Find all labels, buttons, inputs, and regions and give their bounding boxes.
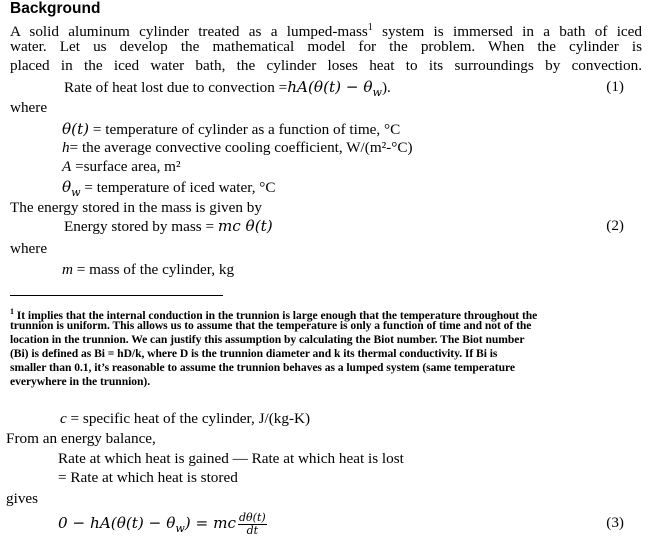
eq2-label: Energy stored by mass =: [64, 218, 218, 235]
energy-intro: The energy stored in the mass is given by: [10, 199, 262, 216]
intro-line-2: water. Let us develop the mathematical model for the problem. When the cylinder is: [10, 38, 642, 55]
symbol-a: A: [62, 158, 72, 175]
definition-h: [62, 139, 413, 157]
definition-a: [62, 158, 181, 176]
definition-text: = specific heat of the cylinder, J/(kg-K): [66, 410, 311, 427]
symbol-c: c: [60, 410, 67, 427]
eq1-tail: ).: [381, 79, 391, 96]
eq3-denominator: dt: [246, 524, 259, 538]
footnote-number: 1: [10, 307, 14, 316]
equation-1: [64, 78, 391, 102]
eq1-label: Rate of heat lost due to convection =: [64, 79, 288, 96]
footnote-line-2: trunnion is uniform. This allows us to assume that the temperature is only a function of time and not of the: [10, 319, 532, 332]
intro-text-a: A solid aluminum cylinder treated as a lumped-mass: [10, 23, 368, 41]
symbol-h: h: [62, 139, 70, 156]
definition-text: =surface area, m²: [71, 158, 181, 175]
definition-text: = temperature of iced water, °C: [80, 179, 276, 196]
equation-2: [64, 217, 273, 236]
where-label-1: where: [10, 99, 48, 116]
footnote-line-4: (Bi) is defined as Bi = hD/k, where D is the trunnion diameter and k its thermal conductivity. If Bi is: [10, 347, 498, 360]
eq3-subscript: w: [175, 522, 185, 536]
footnote-line-6: everywhere in the trunnion).: [10, 375, 151, 388]
equation-3-number: (3): [606, 514, 624, 531]
footnote-line-5: smaller than 0.1, it’s reasonable to assume the trunnion behaves as a lumped system (same temperature: [10, 361, 515, 374]
footnote-separator: [10, 295, 223, 296]
definition-text: = the average convective cooling coefficient, W/(m²-°C): [69, 139, 413, 156]
gives-label: gives: [6, 490, 39, 507]
eq3-lhs: 0 − hA(θ(t) − θ: [58, 514, 176, 532]
eq3-middle: ) = mc: [184, 514, 236, 532]
definition-c: [60, 410, 310, 428]
footnote-text: It implies that the internal conduction in the trunnion is large enough that the temperature throughout the: [13, 308, 538, 322]
balance-line-2: = Rate at which heat is stored: [58, 469, 238, 486]
definition-text: = temperature of cylinder as a function of time, °C: [89, 121, 401, 138]
footnote-line-3: location in the trunnion. We can justify this assumption by calculating the Biot number. The Biot number: [10, 333, 525, 346]
footnote-marker[interactable]: 1: [367, 22, 373, 33]
section-heading: Background: [10, 0, 101, 17]
intro-line-3: placed in the iced water bath, the cylinder loses heat to its surroundings by convection.: [10, 57, 642, 74]
symbol-m: m: [62, 261, 73, 278]
eq1-expression: hA(θ(t) − θ: [287, 78, 373, 96]
definition-text: = mass of the cylinder, kg: [72, 261, 235, 278]
eq3-fraction: [238, 512, 267, 537]
definition-m: [62, 261, 234, 279]
balance-line-1: Rate at which heat is gained — Rate at which heat is lost: [58, 450, 404, 467]
equation-3: [58, 510, 267, 542]
where-label-2: where: [10, 240, 48, 257]
definition-theta-t: [62, 120, 400, 139]
eq3-numerator: dθ(t): [238, 511, 266, 525]
balance-intro: From an energy balance,: [6, 430, 156, 447]
eq1-subscript: w: [372, 86, 382, 100]
symbol-subscript-w: w: [71, 186, 81, 200]
equation-2-number: (2): [606, 217, 624, 234]
symbol-theta: θ: [62, 178, 72, 196]
symbol-theta-t: θ(t): [62, 120, 90, 138]
intro-text-b: system is immersed in a bath of iced: [372, 23, 642, 41]
equation-1-number: (1): [606, 78, 624, 95]
eq2-expression: mc θ(t): [217, 217, 273, 235]
